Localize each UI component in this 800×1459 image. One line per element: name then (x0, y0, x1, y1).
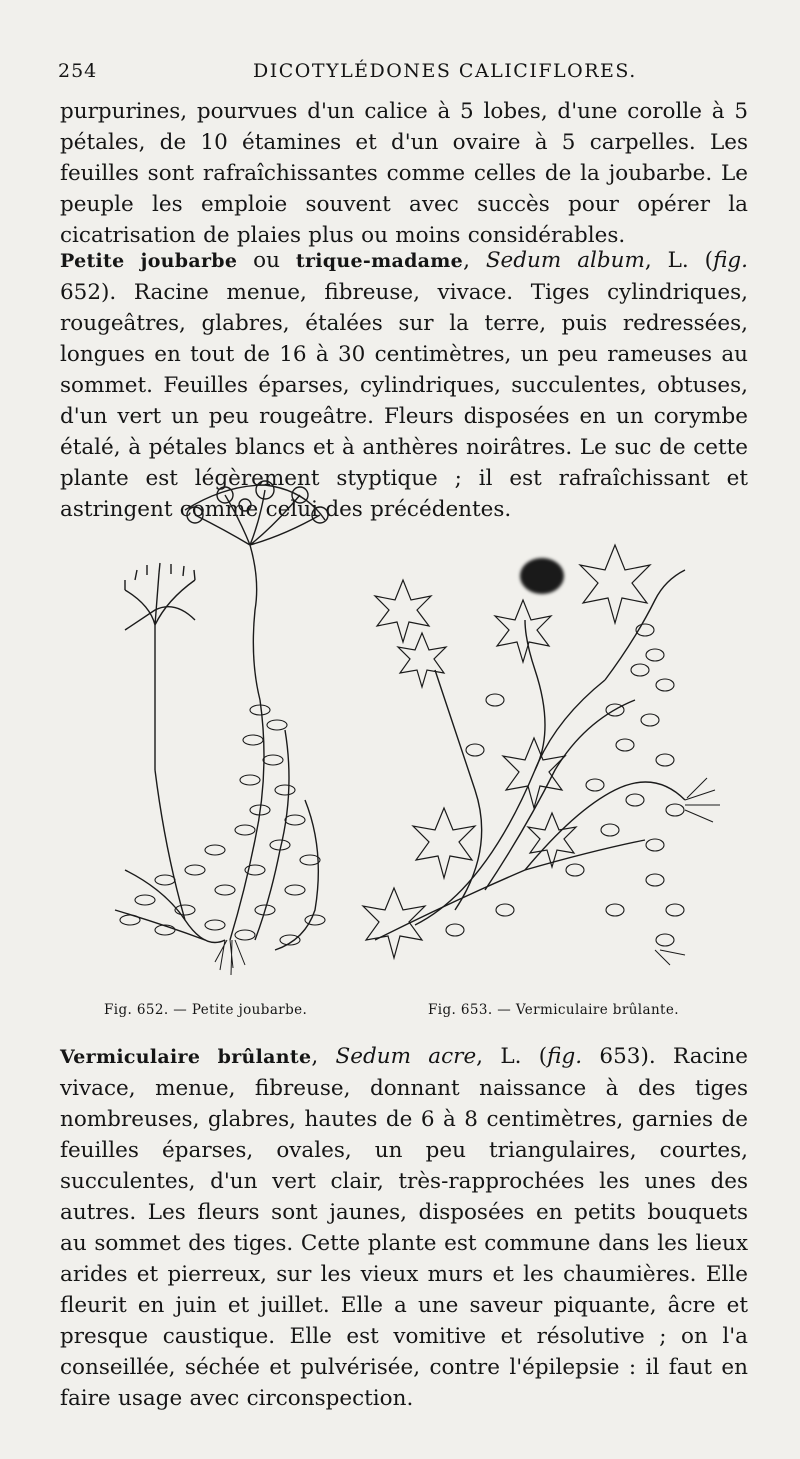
petite-joubarbe-drawing (115, 481, 328, 975)
latin-name: Sedum acre (335, 1044, 477, 1069)
punctuation: , (463, 248, 486, 273)
paragraph-continuation: purpurines, pourvues d'un calice à 5 lobes, d'une corolle à 5 pétales, de 10 étamines et d'un ovaire à 5 carpelles. Les feuilles sont rafraîchissantes comme celles de la joubarbe. Le peuple les emploie souvent avec succès pour opérer la cicatrisation de plaies plus ou moins considérables. (60, 99, 748, 248)
running-title: DICOTYLÉDONES CALICIFLORES. (253, 60, 637, 82)
description-body: Racine vivace, menue, fibreuse, donnant naissance à des tiges nombreuses, glabres, hautes de 6 à 8 centimètres, garnies de feuilles éparses, ovales, un peu triangulaires, courtes, succulentes, d'un vert clair, très-rapprochées les unes des autres. Les fleurs sont jaunes, disposées en petits bouquets au sommet des tiges. Cette plante est commune dans les lieux arides et pierreux, sur les vieux murs et les chaumières. Elle fleurit en juin et juillet. Elle a une saveur piquante, âcre et presque caustique. Elle est vomitive et résolutive ; on l'a conseillée, séchée et pulvérisée, contre l'épilepsie : il faut en faire usage avec circonspection. (60, 1044, 748, 1411)
page-header (58, 60, 748, 90)
botanical-illustration (55, 470, 755, 990)
term-vermiculaire-brulante: Vermiculaire brûlante (60, 1046, 312, 1068)
author-abbrev: , L. ( (476, 1044, 548, 1069)
author-abbrev: , L. ( (644, 248, 714, 273)
right-roots (655, 778, 720, 965)
top-flower-cluster (185, 481, 328, 700)
fig-reference: fig. (713, 248, 748, 273)
left-leaves (120, 705, 325, 945)
right-flowers (363, 545, 650, 958)
left-roots (215, 940, 245, 975)
latin-name: Sedum album (485, 248, 645, 273)
vermiculaire-drawing (363, 545, 720, 965)
fig-number: 653). (582, 1044, 656, 1069)
connector-text: ou (237, 248, 296, 273)
right-leaves (446, 624, 684, 946)
left-flower-cluster (125, 563, 195, 770)
fig-reference: fig. (547, 1044, 583, 1069)
ink-blot (520, 558, 564, 594)
term-petite-joubarbe: Petite joubarbe (60, 250, 238, 272)
fig-number: 652). (60, 280, 117, 305)
left-leafy-stems (115, 700, 318, 950)
punctuation: , (311, 1044, 336, 1069)
page-number: 254 (58, 60, 98, 82)
paragraph-vermiculaire (60, 1041, 748, 1411)
figure-caption-652: Fig. 652. — Petite joubarbe. (104, 1002, 308, 1018)
description-body: Racine menue, fibreuse, vivace. Tiges cylindriques, rougeâtres, glabres, étalées sur la terre, puis redressées, longues en tout de 16 à 30 centimètres, un peu rameuses au sommet. Feuilles éparses, cylindriques, succulentes, obtuses, d'un vert un peu rougeâtre. Fleurs disposées en un corymbe étalé, à pétales blancs et à anthères noirâtres. Le suc de cette plante est légèrement styptique ; il est rafraîchissant et astringent comme celui des précédentes. (60, 280, 748, 522)
figure-caption-653: Fig. 653. — Vermiculaire brûlante. (428, 1002, 679, 1018)
term-trique-madame: trique-madame (295, 250, 464, 272)
paragraph-petite-joubarbe (60, 245, 748, 522)
